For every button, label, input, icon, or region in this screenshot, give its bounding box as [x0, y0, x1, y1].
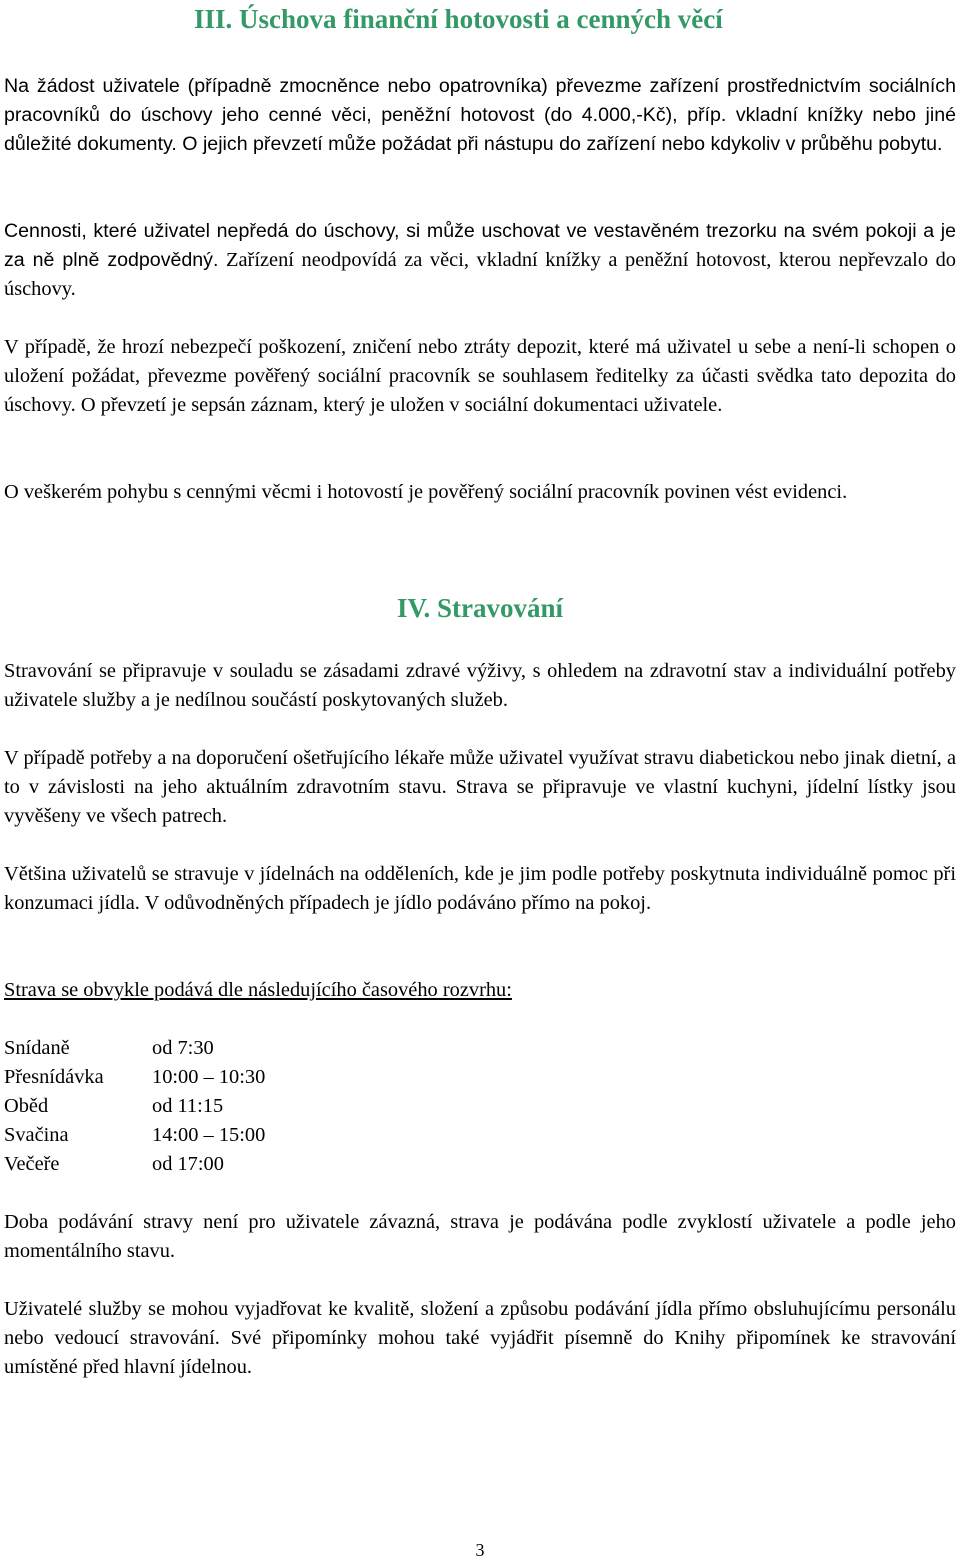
paragraph-feedback: Uživatelé služby se mohou vyjadřovat ke kvalitě, složení a způsobu podávání jídla přímo obsluhujícímu personálu nebo vedoucí stravování. Své připomínky mohou také vyjádřit písemně do Knihy připomínek ke stravování umístěné před hlavní jídelnou. [4, 1298, 956, 1378]
liability-text: Zařízení neodpovídá za věci, vkladní knížky a peněžní hotovost, kterou nepřevzalo do úschovy. [4, 249, 956, 300]
paragraph-serving-time: Doba podávání stravy není pro uživatele závazná, strava je podávána podle zvyklostí uživatele a podle jeho momentálního stavu. [4, 1211, 956, 1262]
meal-name: Oběd [4, 1095, 49, 1117]
paragraph-dining-rooms: Většina uživatelů se stravuje v jídelnách na odděleních, kde je jim podle potřeby poskytnuta individuálně pomoc při konzumaci jídla. V odůvodněných případech je jídlo podáváno přímo na pokoj. [4, 863, 956, 914]
meal-time: 10:00 – 10:30 [152, 1066, 266, 1088]
paragraph-endangered-deposits: V případě, že hrozí nebezpečí poškození, zničení nebo ztráty depozit, které má uživatel u sebe a není-li schopen o uložení požádat, převezme pověřený sociální pracovník se souhlasem ředitelky za účasti svědka tato depozita do úschovy. O převzetí je sepsán záznam, který je uložen v sociální dokumentaci uživatele. [4, 336, 956, 416]
meal-time: od 17:00 [152, 1153, 224, 1175]
paragraph-records: O veškerém pohybu s cennými věcmi i hotovostí je pověřený sociální pracovník povinen vést evidenci. [4, 481, 848, 503]
meal-time: 14:00 – 15:00 [152, 1124, 266, 1146]
meal-name: Snídaně [4, 1037, 70, 1059]
schedule-row-dinner [4, 1150, 265, 1179]
schedule-row-snack-morning [4, 1063, 265, 1092]
safe-box-text: Cennosti, které uživatel nepředá do úschovy, si může uschovat ve vestavěném trezorku na svém pokoji a je za ně plně zodpovědný. [4, 220, 956, 271]
schedule-row-lunch [4, 1092, 265, 1121]
paragraph-safe-box [4, 217, 956, 304]
meal-schedule [4, 1034, 265, 1179]
schedule-row-breakfast [4, 1034, 265, 1063]
page-number: 3 [475, 1540, 485, 1560]
meal-name: Svačina [4, 1124, 69, 1146]
meal-name: Přesnídávka [4, 1066, 104, 1088]
meal-time: od 11:15 [152, 1095, 224, 1117]
meal-name: Večeře [4, 1153, 60, 1175]
meal-time: od 7:30 [152, 1037, 214, 1059]
paragraph-catering-principles: Stravování se připravuje v souladu se zásadami zdravé výživy, s ohledem na zdravotní stav a individuální potřeby uživatele služby a je nedílnou součástí poskytovaných služeb. [4, 660, 956, 711]
schedule-row-snack-afternoon [4, 1121, 265, 1150]
section-heading-valuables: III. Úschova finanční hotovosti a cenných věcí [194, 4, 723, 34]
paragraph-deposit-request: Na žádost uživatele (případně zmocněnce nebo opatrovníka) převezme zařízení prostřednictvím sociálních pracovníků do úschovy jeho cenné věci, peněžní hotovost (do 4.000,-Kč), příp. vkladní knížky nebo jiné důležité dokumenty. O jejich převzetí může požádat při nástupu do zařízení nebo kdykoliv v průběhu pobytu. [4, 75, 956, 155]
schedule-title: Strava se obvykle podává dle následujícího časového rozvrhu: [4, 979, 512, 1001]
paragraph-diet: V případě potřeby a na doporučení ošetřujícího lékaře může uživatel využívat stravu diabetickou nebo jinak dietní, a to v závislosti na jeho aktuálním zdravotním stavu. Strava se připravuje ve vlastní kuchyni, jídelní lístky jsou vyvěšeny ve všech patrech. [4, 747, 956, 827]
section-heading-catering: IV. Stravování [396, 593, 564, 623]
